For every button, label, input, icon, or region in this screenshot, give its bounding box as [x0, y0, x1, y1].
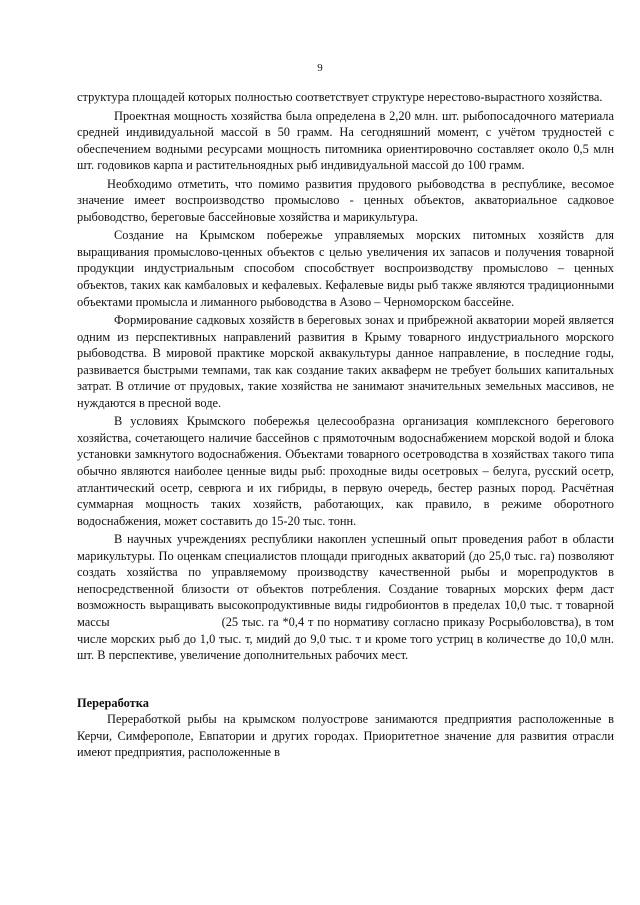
section-heading-processing: Переработка [77, 695, 149, 710]
document-body [77, 89, 614, 761]
paragraph-marine-nurseries: Создание на Крымском побережье управляемых морских питомных хозяйств для выращивания промыслово-ценных объектов с целью увеличения их запасов и получения товарной продукции индустриальным способом способствует воспроизводству промыслово – ценных объектов, таких как камбаловых и кефалевых. Кефалевые виды рыб также являются традиционными объектами промысла и лиманного рыбоводства в Азово – Черноморском бассейне. [77, 228, 614, 309]
paragraph-hatchery-structure: структура площадей которых полностью соответствует структуре нерестово-вырастного хозяйства. [77, 90, 603, 104]
mariculture-text-part-2: (25 тыс. га *0,4 т по нормативу согласно приказу Росрыболовства), в том числе морских рыб до 1,0 тыс. т, мидий до 9,0 тыс. т и кроме того устриц в количестве до 10,0 млн. шт. В перспективе, увеличение дополнительных рабочих мест. [77, 614, 614, 663]
paragraph-mariculture [77, 531, 614, 663]
paragraph-sturgeon-complex: В условиях Крымского побережья целесообразна организация комплексного берегового хозяйства, сочетающего наличие бассейнов с прямоточным водоснабжением морской водой и блока установки замкнутого водоснабжения. Объектами товарного осетроводства в хозяйствах такого типа обычно являются наиболее ценные виды рыб: проходные виды осетровых – белуга, русский осетр, атлантический осетр, севрюга и их гибриды, в первую очередь, бестер разных пород. Расчётная суммарная мощность таких хозяйств, работающих, как правило, в режиме оборотного водоснабжения, может составить до 15-20 тыс. тонн. [77, 414, 614, 528]
paragraph-processing: Переработкой рыбы на крымском полуострове занимаются предприятия расположенные в Керчи, Симферополе, Евпатории и других городах. Приоритетное значение для развития отрасли имеют предприятия, расположенные в [77, 712, 614, 760]
paragraph-nursery-capacity: Проектная мощность хозяйства была определена в 2,20 млн. шт. рыбопосадочного материала средней индивидуальной массой в 50 грамм. На сегодняшний момент, с учётом трудностей с обеспечением водными ресурсами мощность питомника ориентировочно составляет около 0,5 млн шт. годовиков карпа и растительноядных рыб индивидуальной массой до 100 грамм. [77, 108, 614, 173]
paragraph-cage-farms: Формирование садковых хозяйств в береговых зонах и прибрежной акватории морей является одним из перспективных направлений развития в Крыму товарного индустриального морского рыбоводства. В мировой практике морской аквакультуры данное направление, в последние годы, развивается быстрыми темпами, так как создание таких акваферм не требует больших капитальных затрат. В отличие от прудовых, такие хозяйства не занимают значительных земельных массивов, не нуждаются в пресной воде. [77, 313, 614, 410]
paragraph-reproduction-importance: Необходимо отметить, что помимо развития прудового рыбоводства в республике, весомое значение имеет воспроизводство промыслово - ценных объектов, акваториальное садковое рыбоводство, береговые бассейновые хозяйства и марикультура. [77, 176, 614, 224]
mariculture-text-part-1: В научных учреждениях республики накоплен успешный опыт проведения работ в области марикультуры. По оценкам специалистов площади пригодных акваторий (до 25,0 тыс. га) позволяют создать хозяйства по управляемому производству качественной рыбы и морепродуктов в непосредственной близости от объектов потребления. Создание товарных морских ферм даст возможность выращивать высокопродуктивные виды гидробионтов в пределах 10,0 тыс. т товарной массы [77, 532, 614, 629]
page-number: 9 [317, 62, 323, 74]
